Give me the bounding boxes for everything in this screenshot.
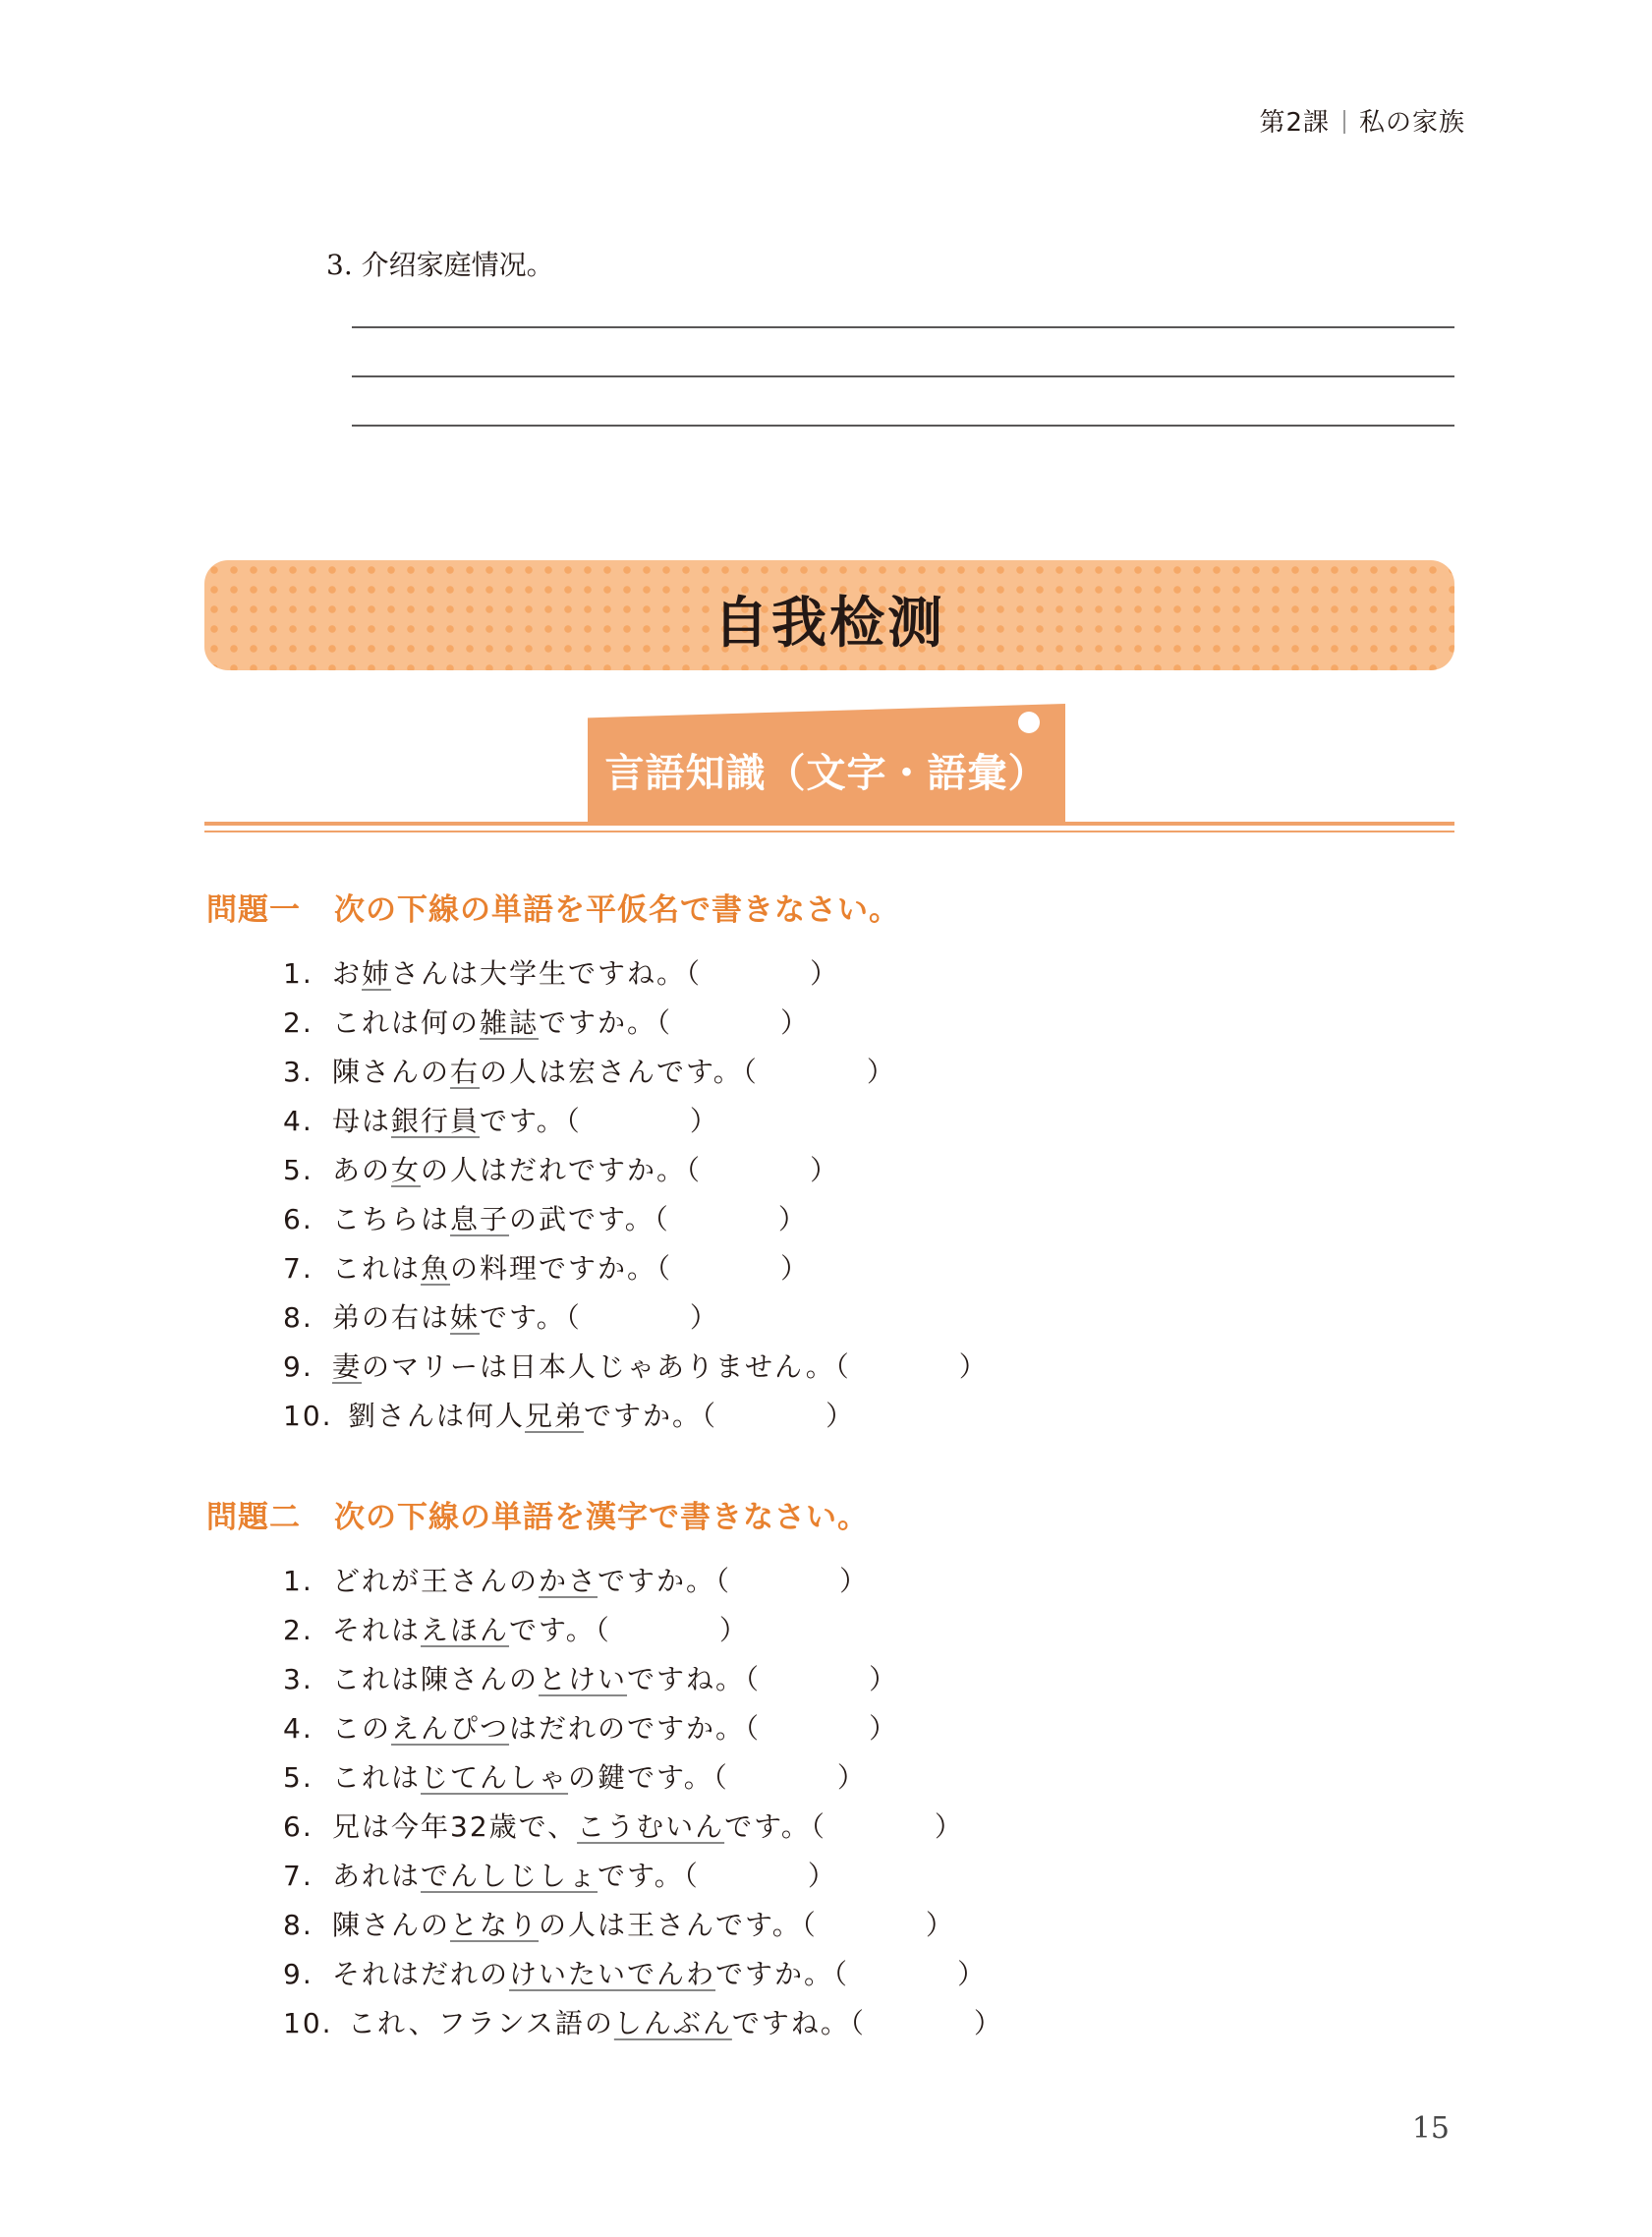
item-underlined-word: けいたいでんわ	[509, 1958, 716, 1990]
item-text-before: これは陳さんの	[332, 1663, 540, 1695]
item-bracket-close: ）	[973, 2007, 1003, 2039]
item-number: 10.	[283, 1400, 333, 1432]
item-number: 5.	[283, 1761, 313, 1794]
item-underlined-word: 兄弟	[525, 1400, 585, 1432]
item-bracket-open: （	[702, 1400, 718, 1432]
section-rule	[204, 822, 1454, 826]
item-text-after: ですか。	[715, 1958, 834, 1990]
item-text-before: それはだれの	[332, 1958, 510, 1990]
question-item	[283, 949, 989, 999]
item-underlined-word: 銀行員	[391, 1105, 481, 1137]
item-text-after: さんは大学生ですね。	[391, 957, 687, 990]
question-item	[283, 1097, 989, 1146]
item-underlined-word: となり	[450, 1909, 540, 1941]
item-underlined-word: 魚	[421, 1252, 451, 1285]
item-text-before: 陳さんの	[332, 1909, 451, 1941]
question-item	[283, 1195, 989, 1244]
item-text-before: これは	[332, 1252, 422, 1285]
item-underlined-word: 妻	[332, 1350, 363, 1383]
item-bracket-close: ）	[957, 1958, 988, 1990]
item-text-before: 弟の右は	[332, 1301, 451, 1334]
item-underlined-word: とけい	[539, 1663, 628, 1695]
item-number: 4.	[283, 1105, 313, 1137]
question-item	[283, 1048, 989, 1097]
item-bracket-close: ）	[839, 1565, 870, 1597]
item-number: 9.	[283, 1958, 313, 1990]
item-text-before: 母は	[332, 1105, 392, 1137]
item-text-after: です。	[598, 1860, 684, 1892]
item-bracket-close: ）	[810, 957, 840, 990]
item-bracket-open: （	[715, 1565, 732, 1597]
item-underlined-word: でんしじしょ	[421, 1860, 598, 1892]
item-text-after: ですか。	[598, 1565, 716, 1597]
item-bracket-close: ）	[934, 1810, 964, 1843]
item-bracket-open: （	[810, 1810, 826, 1843]
item-bracket-close: ）	[777, 1203, 808, 1235]
item-text-before: お	[332, 957, 363, 990]
question-item	[283, 1753, 1003, 1803]
item-number: 8.	[283, 1909, 313, 1941]
item-bracket-open: （	[745, 1712, 762, 1745]
question-item	[283, 1655, 1003, 1704]
item-bracket-close: ）	[958, 1350, 989, 1383]
item-number: 7.	[283, 1860, 313, 1892]
header-separator	[1343, 110, 1345, 134]
item-underlined-word: しんぶん	[613, 2007, 732, 2039]
item-text-before: これ、フランス語の	[348, 2007, 614, 2039]
item-number: 1.	[283, 957, 313, 990]
question2-instruction: 次の下線の単語を漢字で書きなさい。	[334, 1500, 869, 1535]
question1-label: 問題一	[206, 892, 301, 928]
item-bracket-open: （	[849, 2007, 866, 2039]
item-text-before: あれは	[332, 1860, 422, 1892]
answer-line-3	[352, 425, 1454, 427]
item-bracket-close: ）	[836, 1761, 867, 1794]
question-item	[283, 1950, 1003, 1999]
item-text-before: それは	[332, 1614, 422, 1646]
question2-heading	[206, 1492, 869, 1536]
item-bracket-open: （	[656, 1252, 673, 1285]
tab-dot-decoration	[1018, 712, 1040, 733]
item-bracket-open: （	[565, 1301, 582, 1334]
item-bracket-close: ）	[807, 1860, 837, 1892]
item-bracket-close: ）	[689, 1105, 719, 1137]
item-text-after: ですね。	[731, 2007, 850, 2039]
item-number: 1.	[283, 1565, 313, 1597]
item-underlined-word: 雑誌	[480, 1006, 540, 1039]
item-number: 3.	[283, 1663, 313, 1695]
item-underlined-word: かさ	[539, 1565, 598, 1597]
item-text-after: の人は王さんです。	[539, 1909, 802, 1941]
item-text-after: の人はだれですか。	[421, 1154, 687, 1186]
item-number: 6.	[283, 1203, 313, 1235]
item-underlined-word: こうむいん	[577, 1810, 725, 1843]
item-text-after: はだれのですか。	[509, 1712, 746, 1745]
item-bracket-open: （	[742, 1056, 759, 1088]
item-underlined-word: 妹	[450, 1301, 481, 1334]
item-text-after: ですか。	[539, 1006, 657, 1039]
item-underlined-word: 息子	[450, 1203, 510, 1235]
self-test-title: 自我检测	[713, 592, 945, 656]
item-underlined-word: 右	[450, 1056, 481, 1088]
item-number: 7.	[283, 1252, 313, 1285]
item-text-before: こちらは	[332, 1203, 451, 1235]
item-bracket-open: （	[745, 1663, 762, 1695]
item-underlined-word: えんぴつ	[391, 1712, 510, 1745]
item-underlined-word: 女	[391, 1154, 422, 1186]
item-text-after: の鍵です。	[568, 1761, 713, 1794]
question-item	[283, 1803, 1003, 1852]
question-item	[283, 999, 989, 1048]
item-bracket-close: ）	[780, 1006, 811, 1039]
question-item	[283, 1392, 989, 1441]
item-bracket-open: （	[834, 1350, 851, 1383]
item-text-after: です。	[480, 1301, 566, 1334]
item-text-after: のマリーは日本人じゃありません。	[362, 1350, 835, 1383]
item-text-after: ですか。	[584, 1400, 703, 1432]
answer-line-2	[352, 375, 1454, 377]
item-bracket-open: （	[654, 1203, 670, 1235]
item-bracket-close: ）	[810, 1154, 840, 1186]
question-item	[283, 1293, 989, 1343]
item-text-before: 劉さんは何人	[348, 1400, 526, 1432]
item-text-before: これは	[332, 1761, 422, 1794]
item-number: 6.	[283, 1810, 313, 1843]
answer-line-1	[352, 326, 1454, 328]
item-bracket-open: （	[565, 1105, 582, 1137]
item-number: 2.	[283, 1006, 313, 1039]
question-item	[283, 1146, 989, 1195]
question-item	[283, 1343, 989, 1392]
header-lesson: 第2課	[1259, 108, 1330, 138]
question-item	[283, 1901, 1003, 1950]
item-underlined-word: 姉	[362, 957, 392, 990]
item-bracket-open: （	[656, 1006, 673, 1039]
question1-list	[283, 949, 989, 1441]
question-item	[283, 1244, 989, 1293]
item-text-after: の人は宏さんです。	[480, 1056, 743, 1088]
item-bracket-close: ）	[869, 1712, 899, 1745]
item-text-after: ですね。	[627, 1663, 746, 1695]
question2-list	[283, 1557, 1003, 2048]
item-number: 2.	[283, 1614, 313, 1646]
item-text-before: どれが王さんの	[332, 1565, 540, 1597]
item-number: 3.	[283, 1056, 313, 1088]
task-prompt: 3. 介绍家庭情况。	[326, 249, 554, 281]
section-rule-thin	[204, 831, 1454, 832]
item-number: 9.	[283, 1350, 313, 1383]
item-text-after: の武です。	[509, 1203, 655, 1235]
item-bracket-open: （	[686, 1154, 703, 1186]
question1-heading	[206, 885, 900, 929]
question-item	[283, 1999, 1003, 2048]
item-bracket-open: （	[833, 1958, 850, 1990]
item-bracket-close: ）	[780, 1252, 811, 1285]
item-bracket-open: （	[712, 1761, 729, 1794]
item-text-before: これは何の	[332, 1006, 481, 1039]
question2-label: 問題二	[206, 1500, 301, 1535]
question1-instruction: 次の下線の単語を平仮名で書きなさい。	[334, 892, 900, 928]
item-bracket-close: ）	[718, 1614, 749, 1646]
section-tab-title: 言語知識（文字・語彙）	[604, 751, 1049, 796]
question-item	[283, 1606, 1003, 1655]
item-text-after: です。	[509, 1614, 596, 1646]
item-bracket-close: ）	[689, 1301, 719, 1334]
item-text-before: あの	[332, 1154, 392, 1186]
item-number: 8.	[283, 1301, 313, 1334]
item-bracket-close: ）	[925, 1909, 955, 1941]
item-bracket-close: ）	[826, 1400, 856, 1432]
question-item	[283, 1704, 1003, 1753]
page-number: 15	[1411, 2111, 1450, 2146]
item-text-after: です。	[724, 1810, 811, 1843]
item-bracket-open: （	[683, 1860, 700, 1892]
item-text-after: です。	[480, 1105, 566, 1137]
running-header	[1259, 102, 1465, 139]
item-number: 4.	[283, 1712, 313, 1745]
item-bracket-close: ）	[869, 1663, 899, 1695]
question-item	[283, 1557, 1003, 1606]
item-text-before: 兄は今年32歳で、	[332, 1810, 578, 1843]
item-text-before: 陳さんの	[332, 1056, 451, 1088]
item-text-after: の料理ですか。	[450, 1252, 657, 1285]
item-bracket-open: （	[801, 1909, 818, 1941]
item-number: 5.	[283, 1154, 313, 1186]
header-title: 私の家族	[1358, 108, 1465, 138]
item-bracket-open: （	[686, 957, 703, 990]
item-bracket-open: （	[595, 1614, 611, 1646]
item-underlined-word: じてんしゃ	[421, 1761, 569, 1794]
question-item	[283, 1852, 1003, 1901]
item-number: 10.	[283, 2007, 333, 2039]
item-underlined-word: えほん	[421, 1614, 510, 1646]
item-bracket-close: ）	[866, 1056, 896, 1088]
item-text-before: この	[332, 1712, 392, 1745]
